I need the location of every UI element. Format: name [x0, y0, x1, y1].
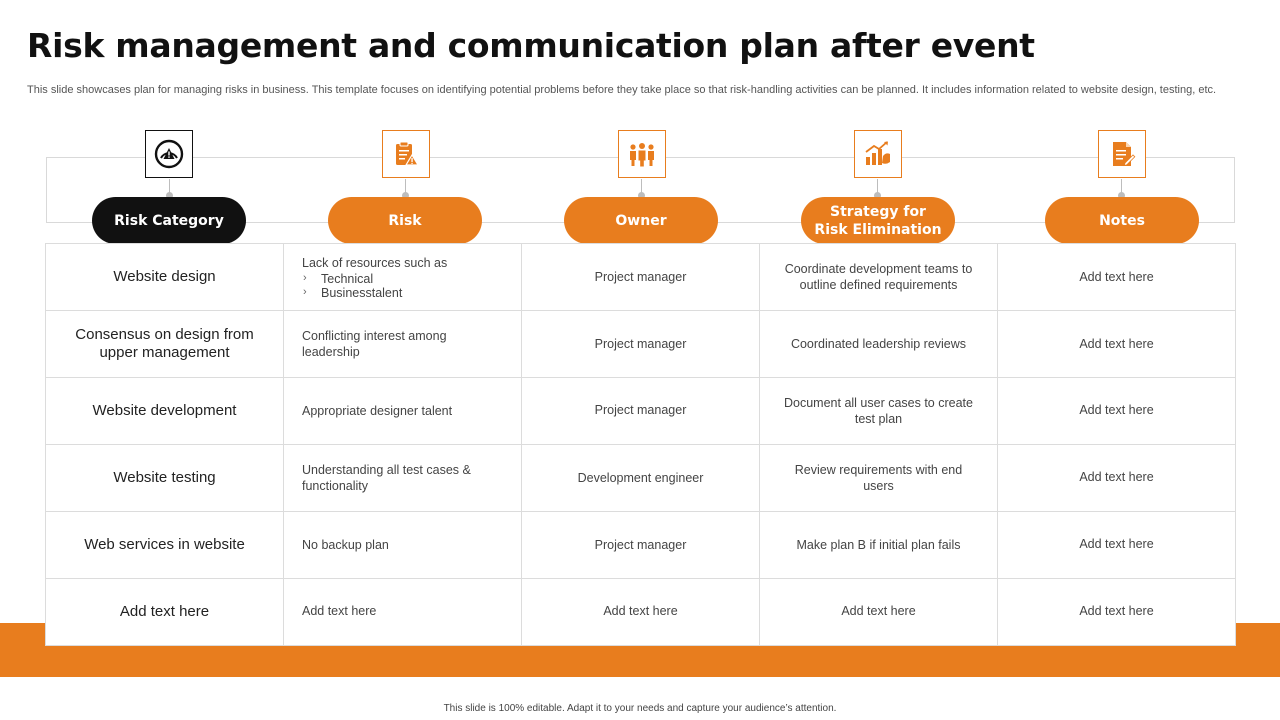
cell-owner: Add text here	[522, 579, 760, 646]
cell-category: Consensus on design from upper management	[46, 311, 284, 378]
growth-chart-icon	[854, 130, 902, 178]
cell-category: Web services in website	[46, 512, 284, 579]
table-row	[46, 579, 1236, 646]
cell-risk: No backup plan	[284, 512, 522, 579]
header-risk: Risk	[328, 197, 482, 244]
cell-strategy: Coordinated leadership reviews	[760, 311, 998, 378]
cell-owner: Project manager	[522, 378, 760, 445]
cell-strategy: Add text here	[760, 579, 998, 646]
cell-owner: Development engineer	[522, 445, 760, 512]
cell-notes: Add text here	[998, 311, 1236, 378]
cell-risk: Appropriate designer talent	[284, 378, 522, 445]
list-item: › Technical	[302, 272, 503, 286]
header-risk-category: Risk Category	[92, 197, 246, 244]
cell-notes: Add text here	[998, 579, 1236, 646]
cell-notes: Add text here	[998, 378, 1236, 445]
cell-category: Website testing	[46, 445, 284, 512]
cell-notes: Add text here	[998, 445, 1236, 512]
cell-strategy: Coordinate development teams to outline defined requirements	[760, 244, 998, 311]
header-notes: Notes	[1045, 197, 1199, 244]
cell-strategy: Make plan B if initial plan fails	[760, 512, 998, 579]
table-row	[46, 378, 1236, 445]
slide-footer: This slide is 100% editable. Adapt it to your needs and capture your audience’s attention.	[443, 703, 837, 714]
table-row	[46, 244, 1236, 311]
risk-text: Lack of resources such as	[302, 255, 448, 270]
table-row	[46, 512, 1236, 579]
gauge-alert-icon	[145, 130, 193, 178]
cell-risk: Conflicting interest among leadership	[284, 311, 522, 378]
notes-document-icon	[1098, 130, 1146, 178]
cell-category: Website design	[46, 244, 284, 311]
risk-plan-table	[45, 243, 1236, 646]
list-item: › Businesstalent	[302, 286, 503, 300]
cell-owner: Project manager	[522, 512, 760, 579]
slide-title: Risk management and communication plan after event	[27, 26, 1035, 65]
table-row	[46, 311, 1236, 378]
cell-risk: Add text here	[284, 579, 522, 646]
header-strategy: Strategy for Risk Elimination	[801, 197, 955, 244]
slide-subtitle: This slide showcases plan for managing risks in business. This template focuses on identifying potential problems before they take place so that risk-handling activities can be planned. It includes information related to website design, testing, etc.	[27, 84, 1217, 96]
clipboard-warning-icon	[382, 130, 430, 178]
risk-list	[302, 272, 503, 300]
cell-notes: Add text here	[998, 244, 1236, 311]
header-owner: Owner	[564, 197, 718, 244]
team-people-icon	[618, 130, 666, 178]
cell-notes: Add text here	[998, 512, 1236, 579]
cell-category: Add text here	[46, 579, 284, 646]
cell-owner: Project manager	[522, 244, 760, 311]
cell-category: Website development	[46, 378, 284, 445]
cell-risk	[284, 244, 522, 311]
table-row	[46, 445, 1236, 512]
cell-owner: Project manager	[522, 311, 760, 378]
cell-risk: Understanding all test cases & functionality	[284, 445, 522, 512]
cell-strategy: Review requirements with end users	[760, 445, 998, 512]
cell-strategy: Document all user cases to create test plan	[760, 378, 998, 445]
